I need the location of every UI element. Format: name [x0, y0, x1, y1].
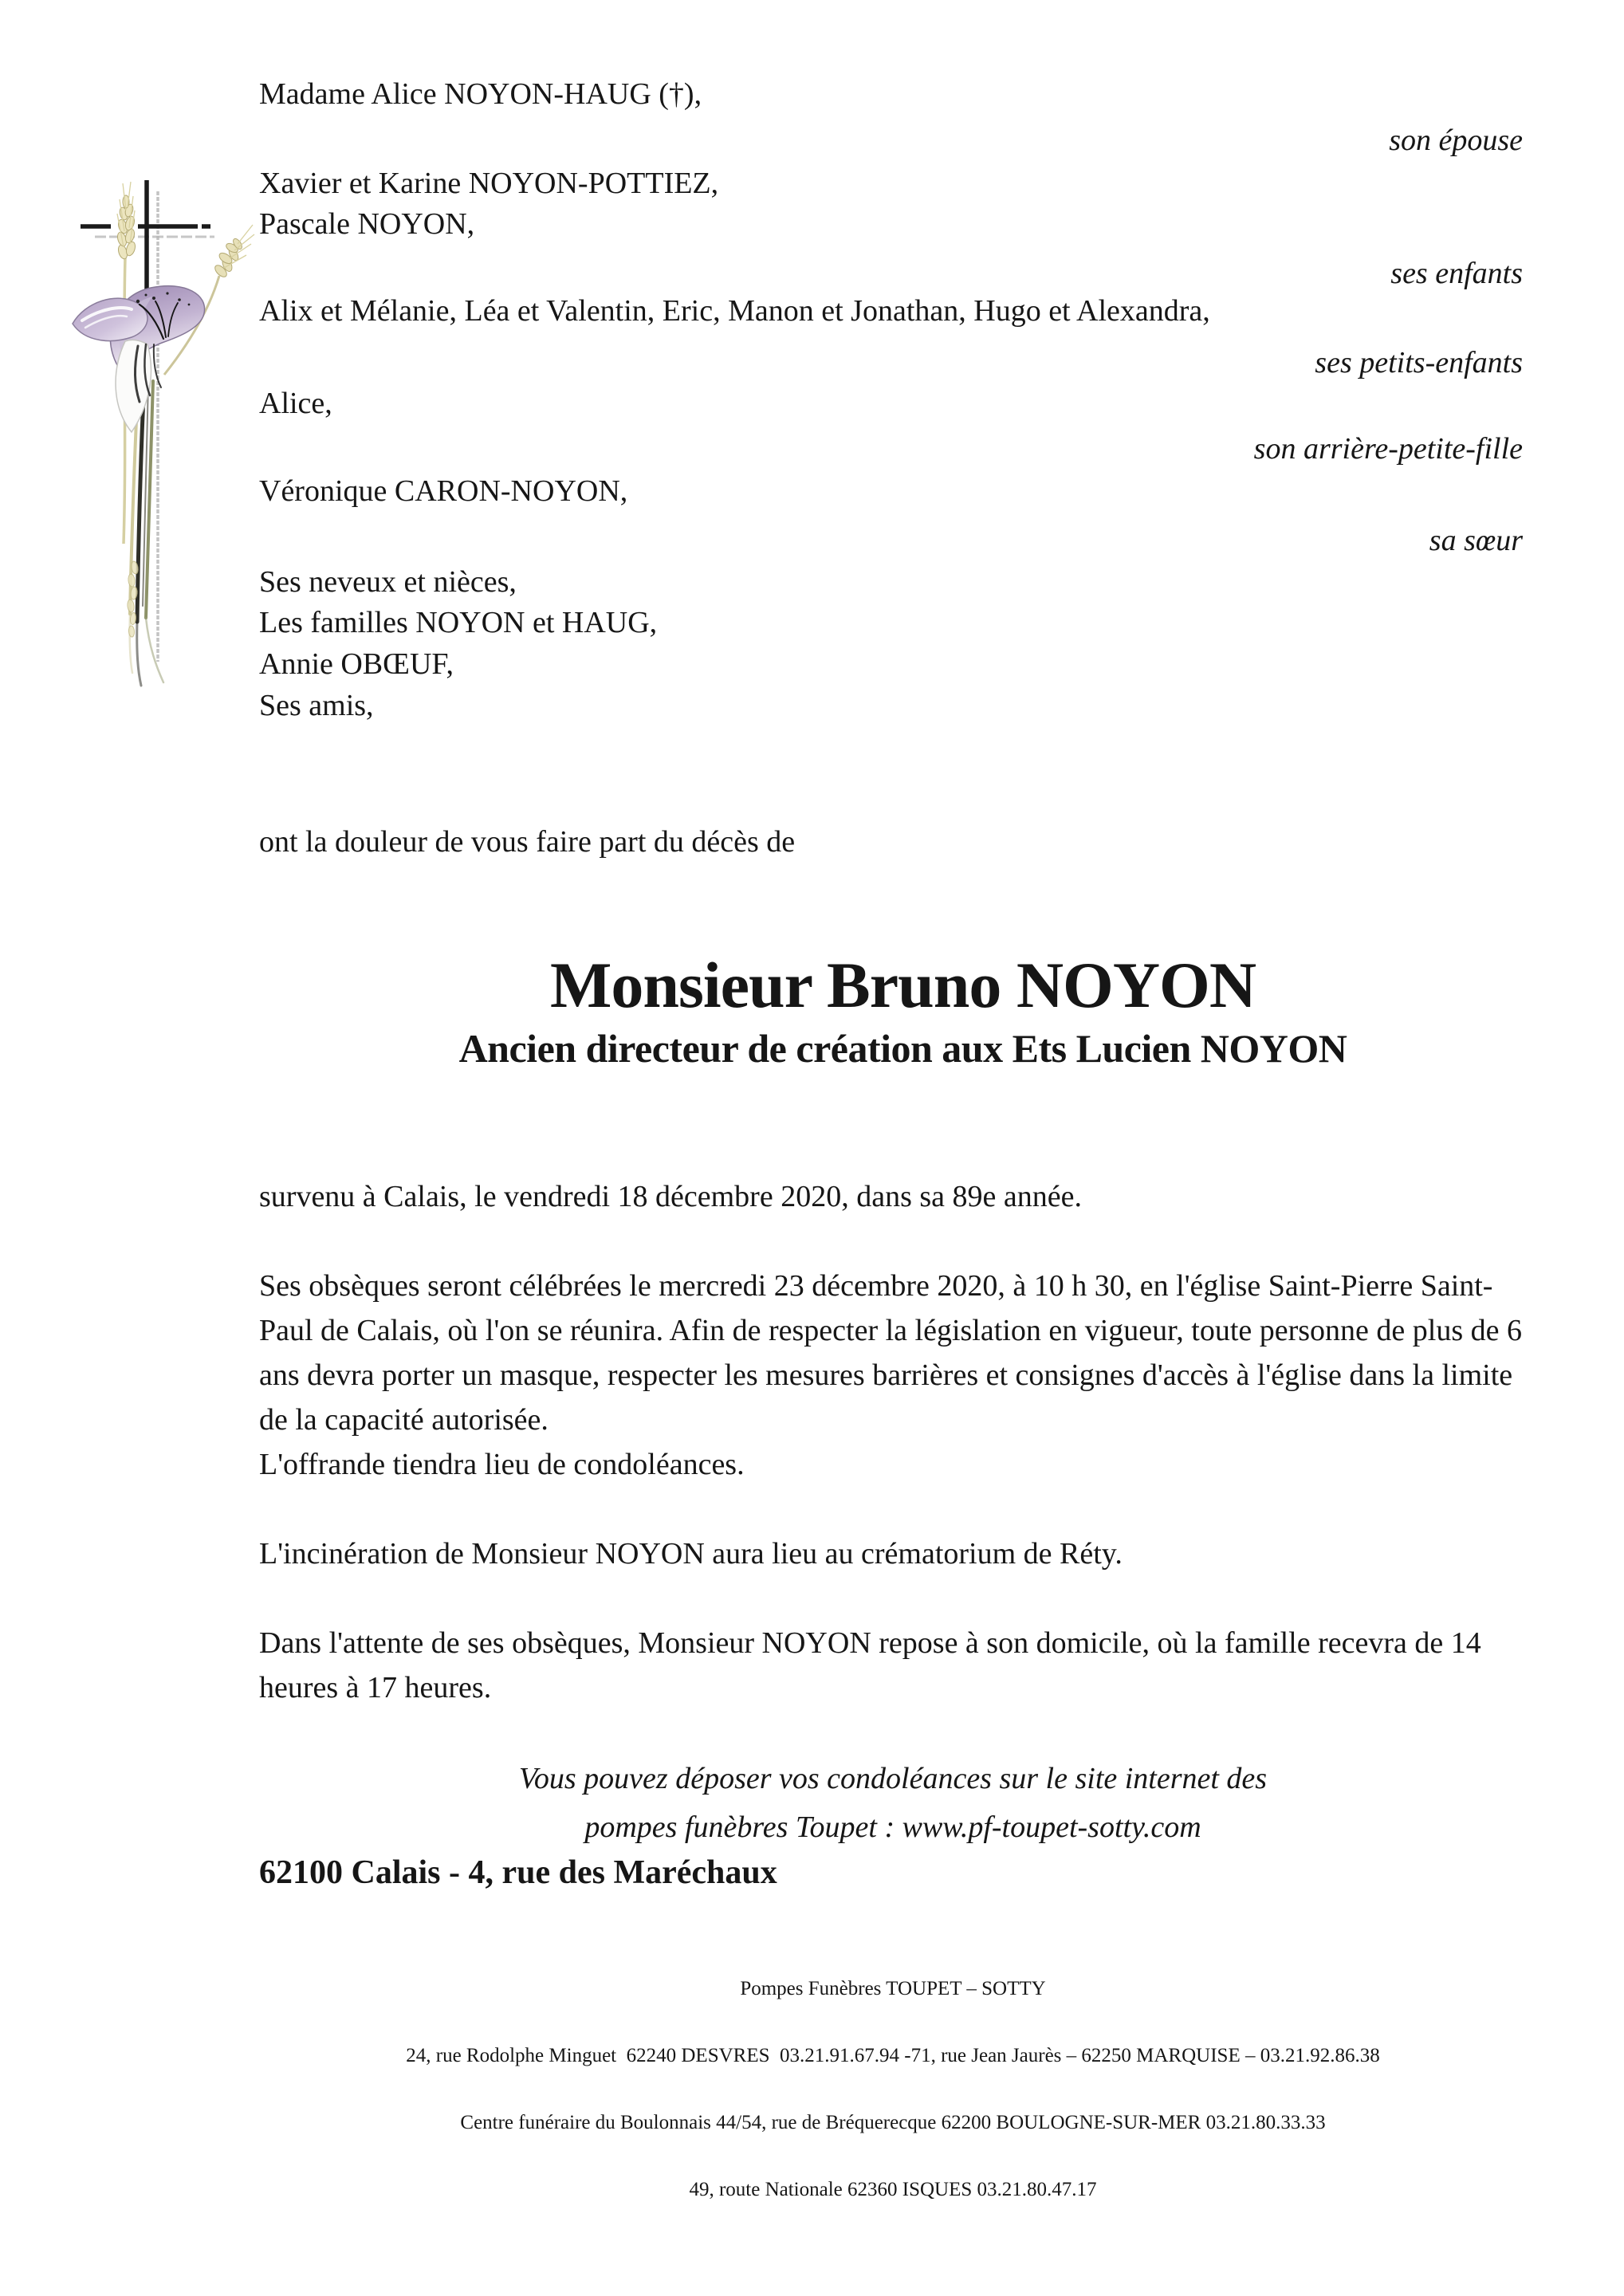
deceased-name: Monsieur Bruno NOYON	[549, 949, 1256, 1021]
condolences-line-2: pompes funèbres Toupet : www.pf-toupet-sotty.com	[584, 1810, 1201, 1844]
cross-shadow	[95, 191, 214, 662]
funeral-home-footer	[259, 1933, 1527, 2246]
cross-with-calla-lilies-and-wheat-icon	[44, 175, 267, 733]
deceased-title: Ancien directeur de création aux Ets Lucien NOYON	[458, 1026, 1347, 1071]
calla-lily-icon	[73, 286, 205, 432]
cross-and-lilies-artwork	[44, 175, 267, 733]
relation-label: ses enfants	[1390, 257, 1523, 290]
funeral-details: Ses obsèques seront célébrées le mercredi 23 décembre 2020, à 10 h 30, en l'église Saint-Pierre Saint-Paul de Calais, où l'on se réunira. Afin de respecter la législation en vigueur, toute personne de plus de 6 ans devra porter un masque, respecter les mesures barrières et consignes d'accès à l'église dans la limite de la capacité autorisée.	[259, 1269, 1522, 1437]
family-line: Alice,	[259, 387, 332, 420]
offering-note: L'offrande tiendra lieu de condoléances.	[259, 1448, 745, 1481]
family-line: Les familles NOYON et HAUG,	[259, 606, 658, 639]
family-line: Pascale NOYON,	[259, 207, 475, 241]
footer-location-line: 24, rue Rodolphe Minguet 62240 DESVRES 03.21.91.67.94 -71, rue Jean Jaurès – 62250 MARQUISE – 03.21.92.86.38	[406, 2045, 1380, 2066]
relation-label: son arrière-petite-fille	[1253, 432, 1523, 466]
relation-label: son épouse	[1389, 124, 1523, 157]
family-line: Ses amis,	[259, 689, 374, 722]
family-line: Ses neveux et nièces,	[259, 565, 517, 599]
family-line: Véronique CARON-NOYON,	[259, 474, 628, 508]
family-line: Annie OBŒUF,	[259, 647, 454, 681]
cremation-note: L'incinération de Monsieur NOYON aura lieu au crématorium de Réty.	[259, 1537, 1123, 1571]
relation-label: sa sœur	[1429, 524, 1523, 557]
footer-location-line: 49, route Nationale 62360 ISQUES 03.21.80.47.17	[689, 2179, 1097, 2200]
condolences-line-1: Vous pouvez déposer vos condoléances sur le site internet des	[518, 1762, 1268, 1795]
condolences-note	[259, 1755, 1527, 1852]
funeral-home-address: 62100 Calais - 4, rue des Maréchaux	[259, 1854, 777, 1891]
relation-label: ses petits-enfants	[1315, 346, 1523, 379]
family-line: Xavier et Karine NOYON-POTTIEZ,	[259, 167, 719, 200]
footer-location-line: Centre funéraire du Boulonnais 44/54, rue de Bréquerecque 62200 BOULOGNE-SUR-MER 03.21.80.33.33	[460, 2112, 1326, 2133]
footer-company-name: Pompes Funèbres TOUPET – SOTTY	[740, 1978, 1046, 1999]
announcement-intro: ont la douleur de vous faire part du décès de	[259, 825, 796, 859]
family-line: Madame Alice NOYON-HAUG (†),	[259, 77, 702, 111]
visitation-note: Dans l'attente de ses obsèques, Monsieur NOYON repose à son domicile, où la famille recevra de 14 heures à 17 heures.	[259, 1626, 1481, 1704]
announcement-body	[259, 1174, 1527, 2246]
death-notice: survenu à Calais, le vendredi 18 décembre 2020, dans sa 89e année.	[259, 1180, 1082, 1213]
family-line: Alix et Mélanie, Léa et Valentin, Eric, Manon et Jonathan, Hugo et Alexandra,	[259, 294, 1210, 328]
